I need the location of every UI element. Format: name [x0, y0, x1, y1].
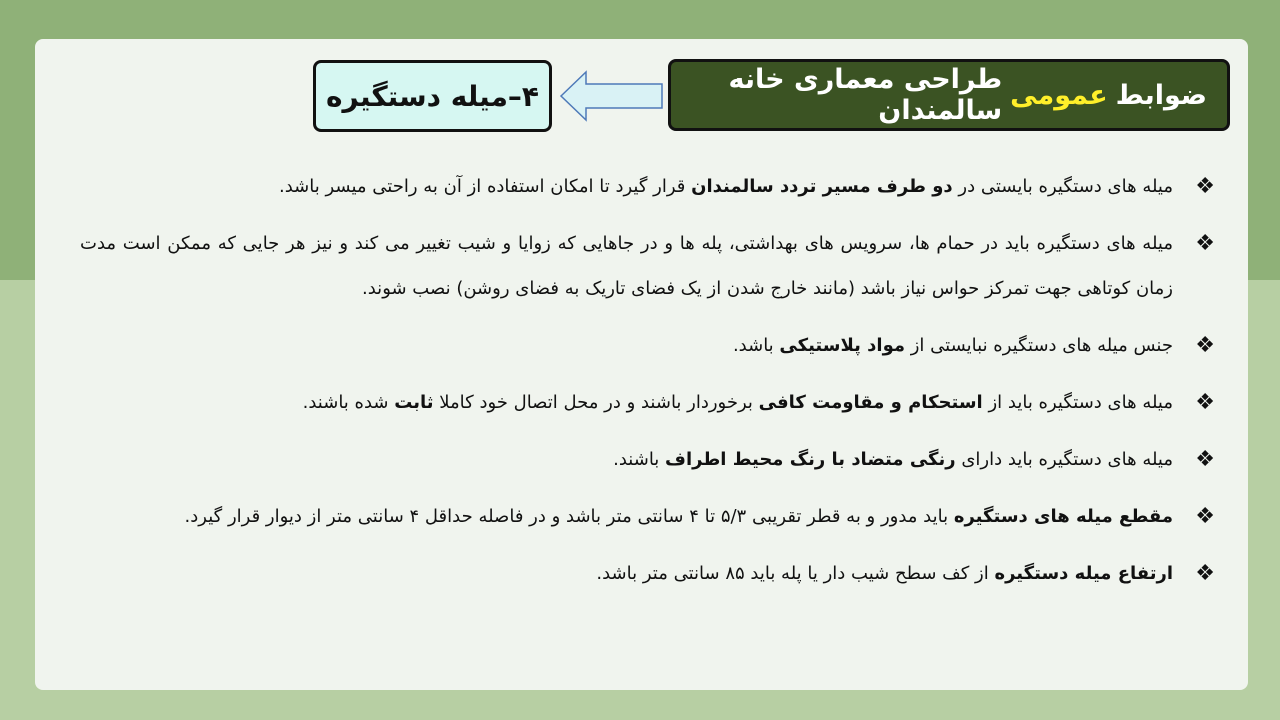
list-item: ❖ میله های دستگیره باید دارای رنگی متضاد با رنگ محیط اطراف باشند. [80, 437, 1215, 482]
title-part2: طراحی معماری خانه سالمندان [728, 64, 1003, 126]
left-arrow-icon [559, 70, 665, 122]
bullet-list [80, 164, 1215, 608]
list-item: ❖ ارتفاع میله دستگیره از کف سطح شیب دار یا پله باید ۸۵ سانتی متر باشد. [80, 551, 1215, 596]
diamond-bullet-icon: ❖ [1195, 447, 1215, 472]
diamond-bullet-icon: ❖ [1195, 231, 1215, 256]
list-item: ❖ مقطع میله های دستگیره باید مدور و به قطر تقریبی ۵/۳ تا ۴ سانتی متر باشد و در فاصله حداقل ۴ سانتی متر از دیوار قرار گیرد. [80, 494, 1215, 539]
list-item: ❖ میله های دستگیره باید در حمام ها، سرویس های بهداشتی، پله ها و در جاهایی که زوایا و شیب تغییر می کند و نیز هر جایی که ممکن است مدت زمان کوتاهی جهت تمرکز حواس نیاز باشد (مانند خارج شدن از یک فضای تاریک به فضای روشن) نصب شوند. [80, 221, 1215, 311]
section-label: ۴–میله دستگیره [313, 60, 552, 132]
list-item: ❖ میله های دستگیره باید از استحکام و مقاومت کافی برخوردار باشند و در محل اتصال خود کاملا ثابت شده باشند. [80, 380, 1215, 425]
diamond-bullet-icon: ❖ [1195, 174, 1215, 199]
diamond-bullet-icon: ❖ [1195, 561, 1215, 586]
list-item: ❖ جنس میله های دستگیره نبایستی از مواد پلاستیکی باشد. [80, 323, 1215, 368]
title-highlight: عمومی [1010, 79, 1108, 111]
diamond-bullet-icon: ❖ [1195, 333, 1215, 358]
diamond-bullet-icon: ❖ [1195, 504, 1215, 529]
list-item: ❖ میله های دستگیره بایستی در دو طرف مسیر تردد سالمندان قرار گیرد تا امکان استفاده از آن به راحتی میسر باشد. [80, 164, 1215, 209]
slide-title [668, 59, 1230, 131]
title-part1: ضوابط [1115, 79, 1207, 111]
diamond-bullet-icon: ❖ [1195, 390, 1215, 415]
